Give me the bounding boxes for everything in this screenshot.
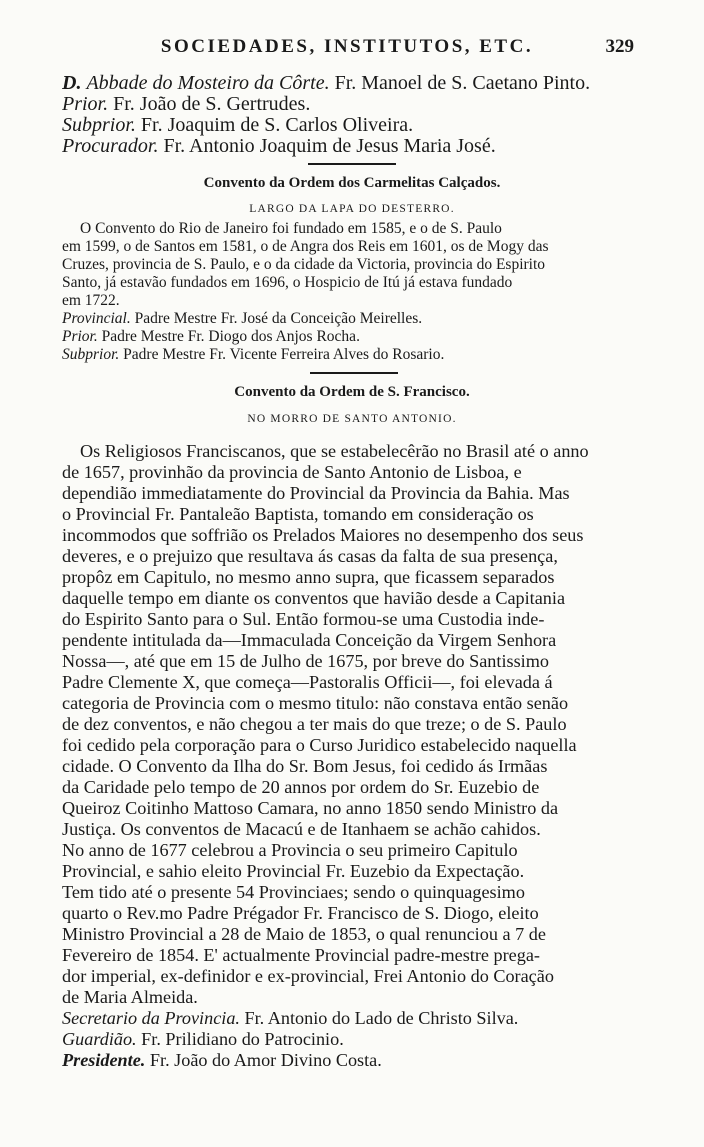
officer-line-provincial: [62, 310, 422, 328]
paragraph-line: quarto o Rev.mo Padre Prégador Fr. Francisco de S. Diogo, eleito: [62, 903, 539, 923]
paragraph-line: dependião immediatamente do Provincial da Provincia da Bahia. Mas: [62, 483, 570, 503]
paragraph-line: Santo, já estavão fundados em 1696, o Hospicio de Itú já estava fundado: [62, 274, 513, 291]
officer-label: Presidente.: [62, 1050, 146, 1070]
officer-line-prior: [62, 93, 310, 116]
paragraph-line: Tem tido até o presente 54 Provinciaes; sendo o quinquagesimo: [62, 882, 525, 902]
paragraph-line: Nossa—, até que em 15 de Julho de 1675, por breve do Santissimo: [62, 651, 549, 671]
paragraph-line: em 1599, o de Santos em 1581, o de Angra dos Reis em 1601, os de Mogy das: [62, 238, 549, 255]
section-title-carmelitas: Convento da Ordem dos Carmelitas Calçados.: [203, 175, 501, 191]
paragraph-line: deveres, e o prejuizo que resultava ás casas da falta de sua presença,: [62, 546, 558, 566]
officer-label: Guardião.: [62, 1029, 137, 1049]
officer-name: Fr. João do Amor Divino Costa.: [149, 1050, 382, 1070]
paragraph-line: Queiroz Coitinho Mattoso Camara, no anno 1850 sendo Ministro da: [62, 798, 559, 818]
officer-line-prior: [62, 328, 360, 346]
paragraph-line: Provincial, e sahio eleito Provincial Fr. Euzebio da Expectação.: [62, 861, 525, 881]
paragraph-line: em 1722.: [62, 292, 120, 309]
page-header: [60, 36, 634, 66]
officer-label: D.: [62, 72, 82, 94]
officer-label: Subprior.: [62, 346, 120, 363]
officer-line-procurador: [62, 135, 496, 158]
page-number: 329: [605, 36, 634, 57]
paragraph-line: No anno de 1677 celebrou a Provincia o seu primeiro Capitulo: [62, 840, 518, 860]
officer-label: Secretario da Provincia.: [62, 1008, 240, 1028]
paragraph-line: incommodos que soffrião os Prelados Maiores no desempenho dos seus: [62, 525, 584, 545]
paragraph-line: foi cedido pela corporação para o Curso Juridico estabelecido naquella: [62, 735, 577, 755]
running-title: SOCIEDADES, INSTITUTOS, ETC.: [160, 36, 534, 57]
paragraph-line: Padre Clemente X, que começa—Pastoralis Officii—, foi elevada á: [62, 672, 553, 692]
section-divider: [310, 372, 398, 374]
paragraph-line: da Caridade pelo tempo de 20 annos por ordem do Sr. Euzebio de: [62, 777, 540, 797]
officer-label: Prior.: [62, 328, 98, 345]
paragraph-line: dor imperial, ex-definidor e ex-provincial, Frei Antonio do Coração: [62, 966, 554, 986]
paragraph-line: Fevereiro de 1854. E' actualmente Provincial padre-mestre prega-: [62, 945, 540, 965]
paragraph-line: daquelle tempo em diante os conventos que havião desde a Capitania: [62, 588, 566, 608]
officer-name: Fr. Joaquim de S. Carlos Oliveira.: [140, 114, 414, 136]
paragraph-line: Os Religiosos Franciscanos, que se estabelecêrão no Brasil até o anno: [80, 441, 589, 461]
paragraph-line: de 1657, provinhão da provincia de Santo Antonio de Lisboa, e: [62, 462, 522, 482]
officer-label: Subprior.: [62, 114, 136, 136]
officer-line-secretario: [62, 1008, 518, 1029]
officer-name: Fr. Antonio do Lado de Christo Silva.: [244, 1008, 519, 1028]
paragraph-line: Justiça. Os conventos de Macacú e de Itanhaem se achão cahidos.: [62, 819, 541, 839]
paragraph-line: pendente intitulada da—Immaculada Conceição da Virgem Senhora: [62, 630, 557, 650]
officer-line-subprior: [62, 114, 413, 137]
officer-line-subprior: [62, 346, 444, 364]
paragraph-line: o Provincial Fr. Pantaleão Baptista, tomando em consideração os: [62, 504, 534, 524]
officer-line-abbade: [62, 72, 590, 95]
section-location-carmelitas: LARGO DA LAPA DO DESTERRO.: [249, 203, 455, 215]
officer-label: Procurador.: [62, 135, 159, 157]
paragraph-line: Ministro Provincial a 28 de Maio de 1853, o qual renunciou a 7 de: [62, 924, 546, 944]
officer-name: Fr. João de S. Gertrudes.: [113, 93, 311, 115]
paragraph-line: cidade. O Convento da Ilha do Sr. Bom Jesus, foi cedido ás Irmãas: [62, 756, 548, 776]
officer-label: Prior.: [62, 93, 109, 115]
officer-name: Fr. Manoel de S. Caetano Pinto.: [334, 72, 591, 94]
officer-line-guardiao: [62, 1029, 344, 1050]
officer-name: Fr. Antonio Joaquim de Jesus Maria José.: [163, 135, 496, 157]
officer-label-detail: Abbade do Mosteiro da Côrte.: [86, 72, 330, 94]
officer-name: Padre Mestre Fr. Vicente Ferreira Alves do Rosario.: [123, 346, 445, 363]
section-divider: [308, 163, 396, 165]
paragraph-line: de Maria Almeida.: [62, 987, 198, 1007]
paragraph-line: propôz em Capitulo, no mesmo anno supra, que ficassem separados: [62, 567, 555, 587]
paragraph-line: O Convento do Rio de Janeiro foi fundado em 1585, e o de S. Paulo: [80, 220, 502, 237]
paragraph-line: de dez conventos, e não chegou a ter mais do que treze; o de S. Paulo: [62, 714, 567, 734]
paragraph-line: do Espirito Santo para o Sul. Então formou-se uma Custodia inde-: [62, 609, 545, 629]
paragraph-line: categoria de Provincia com o mesmo titulo: não constava então senão: [62, 693, 569, 713]
officer-name: Padre Mestre Fr. Diogo dos Anjos Rocha.: [101, 328, 360, 345]
officer-name: Padre Mestre Fr. José da Conceição Meirelles.: [134, 310, 423, 327]
section-location-franciscanos: NO MORRO DE SANTO ANTONIO.: [247, 413, 457, 425]
paragraph-line: Cruzes, provincia de S. Paulo, e o da cidade da Victoria, provincia do Espirito: [62, 256, 546, 273]
officer-label: Provincial.: [62, 310, 131, 327]
officer-name: Fr. Prilidiano do Patrocinio.: [141, 1029, 344, 1049]
officer-line-presidente: [62, 1050, 382, 1071]
section-title-franciscanos: Convento da Ordem de S. Francisco.: [234, 384, 470, 400]
